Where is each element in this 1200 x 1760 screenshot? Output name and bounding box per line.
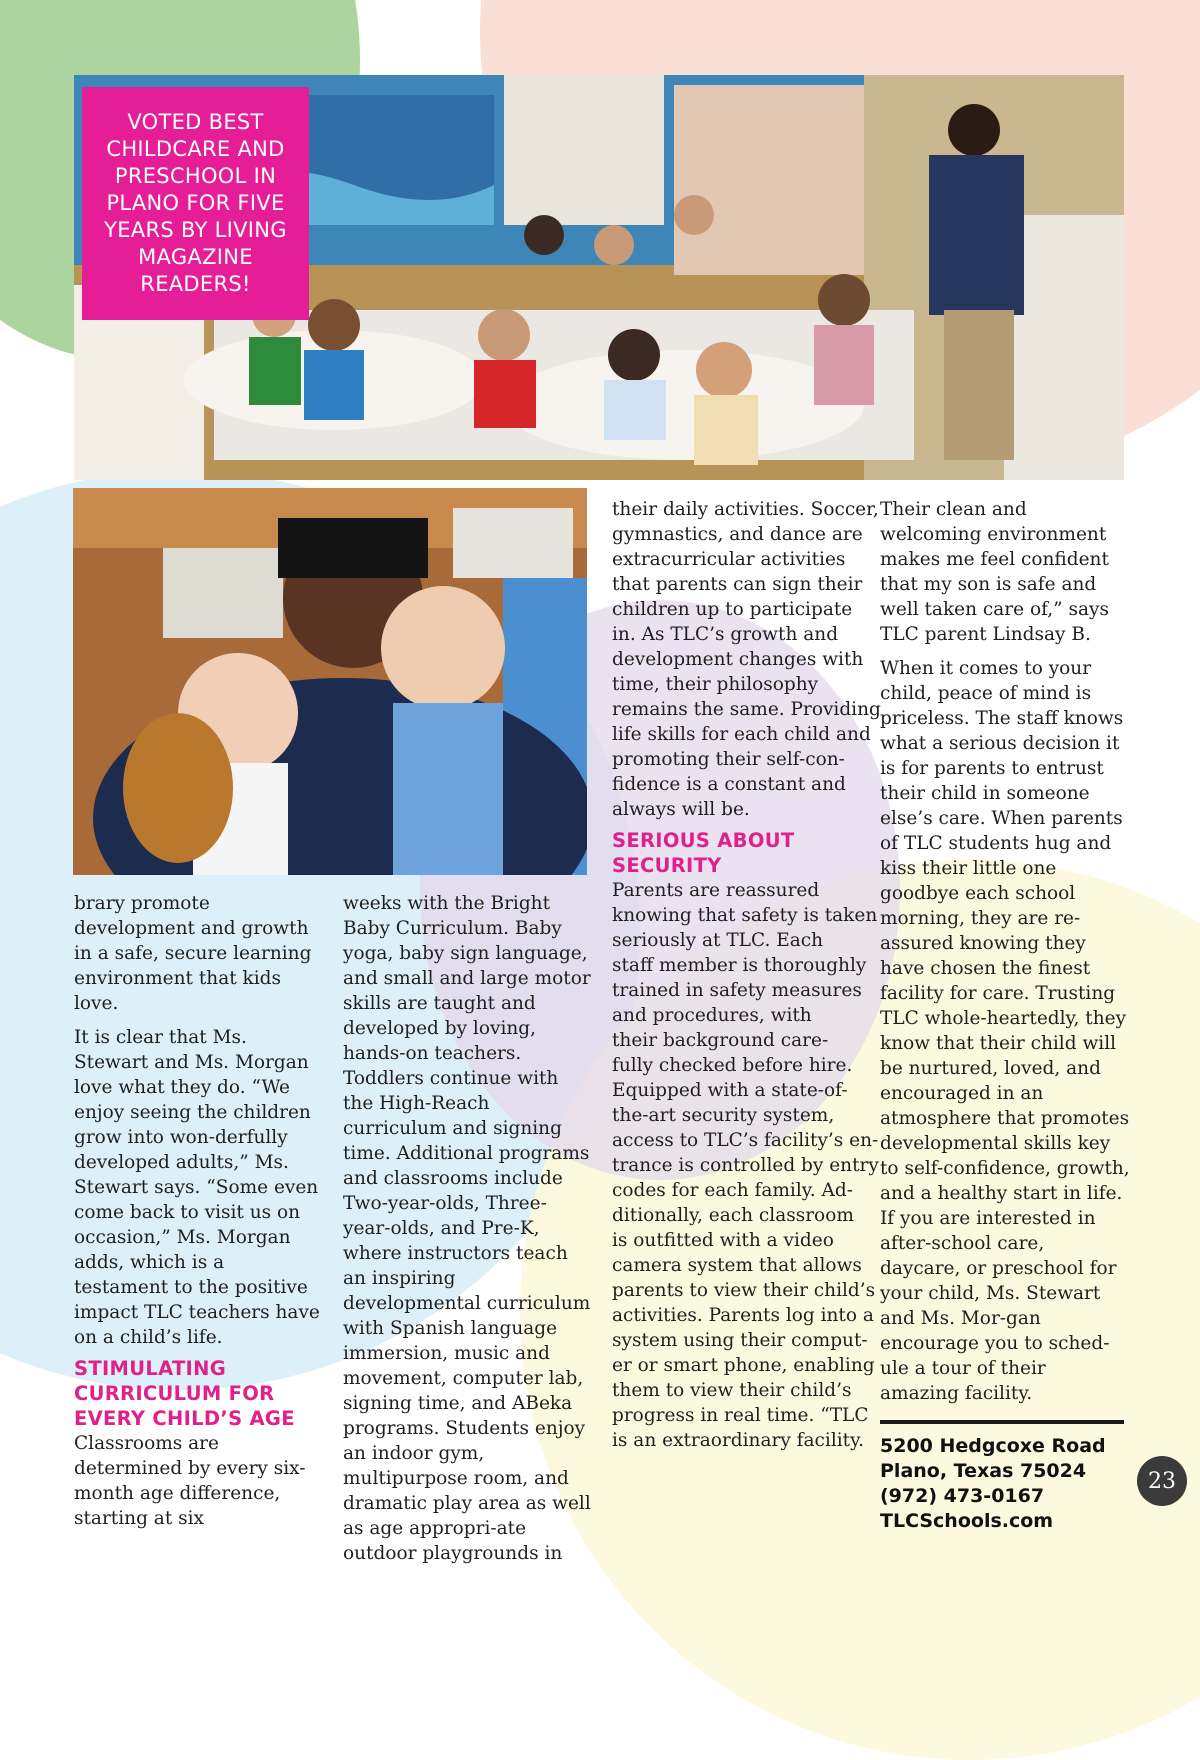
text-line: ditionally, each classroom [612, 1205, 854, 1226]
text-line: extracurricular activities [612, 549, 846, 570]
text-line: camera system that allows [612, 1255, 862, 1276]
text-line: remains the same. Providing [612, 699, 881, 720]
text-line: system using their comput- [612, 1330, 868, 1351]
body-paragraph: When it comes to your child, peace of mind is priceless. The staff knows what a serious decision it is for parents to entrust their child in someone else’s care. When parents of TLC students hug and kiss their little one goodbye each school morning, they are re-assured knowing they have chosen the finest facility for care. Trusting TLC whole-heartedly, they know that their child will be nurtured, loved, and encouraged in an atmosphere that promotes developmental skills key to self-confidence, growth, and a healthy start in life. [880, 658, 1130, 1204]
text-line: their background care- [612, 1030, 829, 1051]
text-line: time, their philosophy [612, 674, 819, 695]
text-line: the-art security system, [612, 1105, 835, 1126]
text-line: staff member is thoroughly [612, 955, 867, 976]
text-line: gymnastics, and dance are [612, 524, 863, 545]
text-line: life skills for each child and [612, 724, 871, 745]
body-paragraph: brary promote development and growth in a safe, secure learning environment that kids love. [74, 893, 312, 1014]
text-line: is an extraordinary facility. [612, 1430, 864, 1451]
text-line: development changes with [612, 649, 864, 670]
body-paragraph: Classrooms are determined by every six-month age difference, starting at six [74, 1433, 306, 1529]
text-line: in. As TLC’s growth and [612, 624, 839, 645]
contact-block [880, 1434, 1130, 1534]
teacher-with-toddlers-photo [73, 488, 587, 875]
section-heading-security: SERIOUS ABOUT SECURITY [612, 829, 795, 877]
divider [880, 1420, 1124, 1424]
text-line: that parents can sign their [612, 574, 863, 595]
text-line: their daily activities. Soccer, [612, 499, 879, 520]
text-line: is outfitted with a video [612, 1230, 834, 1251]
body-paragraph: Their clean and welcoming environment makes me feel confident that my son is safe and well taken care of,” says TLC parent Lindsay B. [880, 499, 1109, 645]
body-paragraph [612, 878, 879, 1453]
text-line: and procedures, with [612, 1005, 812, 1026]
page-number: 23 [1137, 1456, 1187, 1506]
body-paragraph [612, 497, 881, 822]
body-paragraph: weeks with the Bright Baby Curriculum. Baby yoga, baby sign language, and small and large motor skills are taught and developed by loving, hands-on teachers. Toddlers continue with the High-Reach curriculum and signing time. Additional programs and classrooms include Two-year-olds, Three-year-olds, and Pre-K, where instructors teach an inspiring developmental curriculum with Spanish language immersion, music and movement, computer lab, signing time, and ABeka programs. Students enjoy an indoor gym, multipurpose room, and dramatic play area as well as age appropri-ate outdoor playgrounds in [343, 893, 591, 1564]
article-column-3 [612, 497, 881, 1453]
text-line: access to TLC’s facility’s en- [612, 1130, 879, 1151]
award-callout-text: VOTED BEST CHILDCARE AND PRESCHOOL IN PLANO FOR FIVE YEARS BY LIVING MAGAZINE READERS! [104, 110, 287, 296]
text-line: them to view their child’s [612, 1380, 852, 1401]
article-column-4 [880, 497, 1130, 1534]
section-heading-curriculum: STIMULATING CURRICULUM FOR EVERY CHILD’S AGE [74, 1357, 295, 1430]
text-line: promoting their self-con- [612, 749, 845, 770]
text-line: Parents are reassured [612, 880, 820, 901]
text-line: er or smart phone, enabling [612, 1355, 875, 1376]
text-line: always will be. [612, 799, 750, 820]
text-line: trance is controlled by entry [612, 1155, 879, 1176]
text-line: activities. Parents log into a [612, 1305, 874, 1326]
text-line: fully checked before hire. [612, 1055, 853, 1076]
contact-phone: (972) 473-0167 [880, 1485, 1045, 1507]
contact-city: Plano, Texas 75024 [880, 1460, 1087, 1482]
text-line: progress in real time. “TLC [612, 1405, 869, 1426]
text-line: knowing that safety is taken [612, 905, 878, 926]
text-line: seriously at TLC. Each [612, 930, 824, 951]
body-paragraph: If you are interested in after-school care, daycare, or preschool for your child, Ms. Stewart and Ms. Mor-gan encourage you to sched-ule a tour of their amazing facility. [880, 1208, 1117, 1404]
text-line: children up to participate [612, 599, 853, 620]
text-line: fidence is a constant and [612, 774, 846, 795]
text-line: trained in safety measures [612, 980, 862, 1001]
article-column-2 [343, 891, 593, 1575]
award-callout [82, 87, 309, 320]
contact-website[interactable]: TLCSchools.com [880, 1510, 1054, 1532]
article-column-1 [74, 891, 324, 1540]
text-line: parents to view their child’s [612, 1280, 876, 1301]
text-line: Equipped with a state-of- [612, 1080, 848, 1101]
body-paragraph: It is clear that Ms. Stewart and Ms. Morgan love what they do. “We enjoy seeing the children grow into won-derfully developed adults,” Ms. Stewart says. “Some even come back to visit us on occasion,” Ms. Morgan adds, which is a testament to the positive impact TLC teachers have on a child’s life. [74, 1027, 320, 1348]
text-line: codes for each family. Ad- [612, 1180, 853, 1201]
contact-address: 5200 Hedgcoxe Road [880, 1435, 1106, 1457]
